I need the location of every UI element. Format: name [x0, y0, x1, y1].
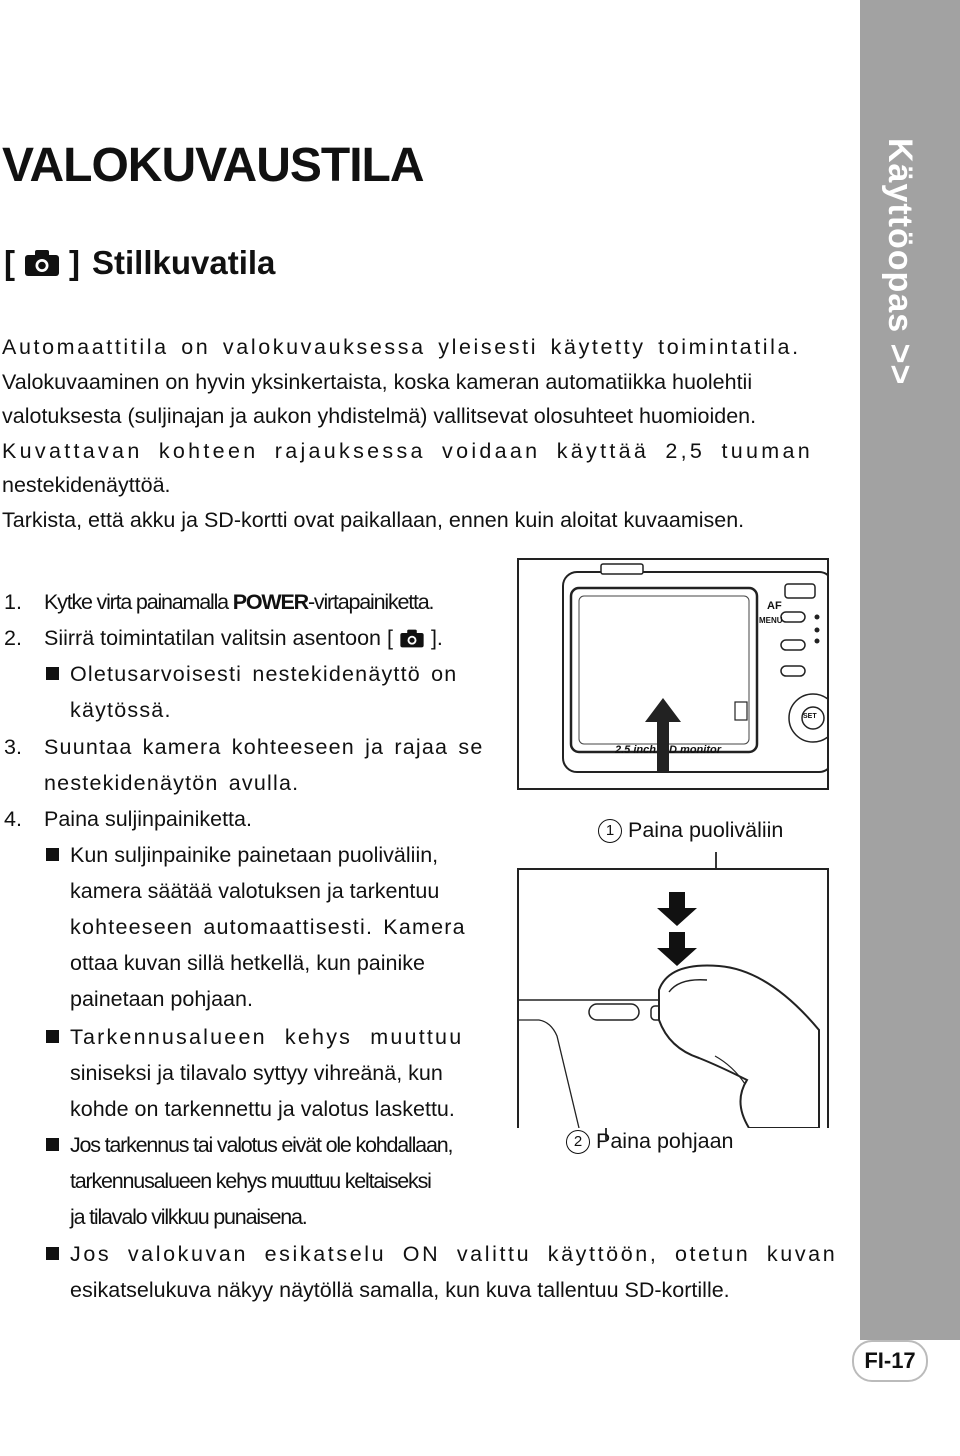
callout-text: Paina puoliväliin	[628, 818, 784, 842]
bullet-text: siniseksi ja tilavalo syttyy vihreänä, kun	[70, 1061, 443, 1085]
intro-line: Automaattitila on valokuvauksessa yleisesti käytetty toimintatila.	[2, 335, 801, 359]
callout-number: 1	[598, 819, 622, 843]
step-number: 4.	[4, 807, 22, 831]
bullet-square	[46, 667, 59, 680]
step-text-part: Kytke virta painamalla	[44, 590, 233, 614]
bullet-text: Jos tarkennus tai valotus eivät ole kohdallaan,	[70, 1133, 453, 1157]
step-text: Suuntaa kamera kohteeseen ja rajaa se	[44, 735, 484, 759]
step-text-part: -virtapainiketta.	[307, 590, 434, 614]
bullet-text: kamera säätää valotuksen ja tarkentuu	[70, 879, 440, 903]
callout-text: Paina pohjaan	[596, 1129, 734, 1153]
shutter-press-illustration	[517, 868, 829, 1128]
callout-number: 2	[566, 1130, 590, 1154]
menu-label: MENU	[759, 616, 783, 625]
subtitle-text: Stillkuvatila	[92, 244, 276, 281]
camera-back-illustration	[517, 558, 829, 790]
bullet-text: kohde on tarkennettu ja valotus laskettu.	[70, 1097, 455, 1121]
step-text-part: Siirrä toimintatilan valitsin asentoon [	[44, 626, 393, 650]
sidebar-label: Käyttöopas >>	[881, 138, 919, 386]
monitor-label	[615, 744, 721, 756]
bullet-square	[46, 1030, 59, 1043]
intro-paragraph	[2, 330, 832, 537]
monitor-unit: inch	[633, 744, 656, 756]
camera-icon	[23, 248, 61, 278]
intro-line: Tarkista, että akku ja SD-kortti ovat paikallaan, ennen kuin aloitat kuvaamisen.	[2, 507, 745, 532]
bullet-text: painetaan pohjaan.	[70, 987, 253, 1011]
callout-half-press	[598, 818, 783, 843]
note-text: Oletusarvoisesti nestekidenäyttö on	[70, 662, 458, 686]
bullet-text: Tarkennusalueen kehys muuttuu	[70, 1025, 464, 1049]
power-label: POWER	[232, 590, 308, 614]
set-label: SET	[803, 713, 817, 720]
camera-icon	[399, 628, 425, 649]
step-text	[44, 587, 433, 617]
subtitle-bracket-open: [	[4, 244, 15, 281]
subtitle-bracket-close: ]	[69, 244, 80, 281]
bullet-square	[46, 1247, 59, 1260]
page-number: FI-17	[852, 1340, 928, 1382]
note-text: käytössä.	[70, 698, 172, 722]
shutter-press-drawing	[519, 870, 827, 1128]
bullet-text: Jos valokuvan esikatselu ON valittu käyttöön, otetun kuvan	[70, 1242, 838, 1266]
intro-line: Valokuvaaminen on hyvin yksinkertaista, koska kameran automatiikka huolehtii	[2, 369, 753, 394]
step-text: nestekidenäytön avulla.	[44, 771, 300, 795]
bullet-text: ja tilavalo vilkkuu punaisena.	[70, 1205, 307, 1229]
monitor-type: D monitor	[669, 744, 721, 756]
bullet-text: esikatselukuva näkyy näytöllä samalla, kun kuva tallentuu SD-kortille.	[70, 1278, 730, 1302]
bullet-text: ottaa kuvan sillä hetkellä, kun painike	[70, 951, 425, 975]
step-text: Paina suljinpainiketta.	[44, 807, 252, 831]
callout-full-press	[566, 1129, 733, 1154]
intro-line: nestekidenäyttöä.	[2, 473, 171, 497]
bullet-square	[46, 1138, 59, 1151]
page-title: VALOKUVAUSTILA	[2, 139, 424, 192]
bullet-text: Kun suljinpainike painetaan puoliväliin,	[70, 843, 439, 867]
intro-line: Kuvattavan kohteen rajauksessa voidaan käyttää 2,5 tuuman	[2, 438, 813, 463]
intro-line: valotuksesta (suljinajan ja aukon yhdistelmä) vallitsevat olosuhteet huomioiden.	[2, 404, 757, 428]
bullet-text: kohteeseen automaattisesti. Kamera	[70, 915, 466, 939]
step-number: 2.	[4, 626, 22, 650]
step-text	[44, 623, 443, 653]
step-text-part: ].	[430, 626, 443, 650]
monitor-size: 2.5	[615, 744, 631, 756]
step-number: 3.	[4, 735, 22, 759]
bullet-square	[46, 848, 59, 861]
bullet-text: tarkennusalueen kehys muuttuu keltaiseksi	[70, 1169, 431, 1193]
step-number: 1.	[4, 590, 22, 614]
section-subtitle	[4, 244, 275, 282]
af-label: AF	[767, 600, 782, 612]
